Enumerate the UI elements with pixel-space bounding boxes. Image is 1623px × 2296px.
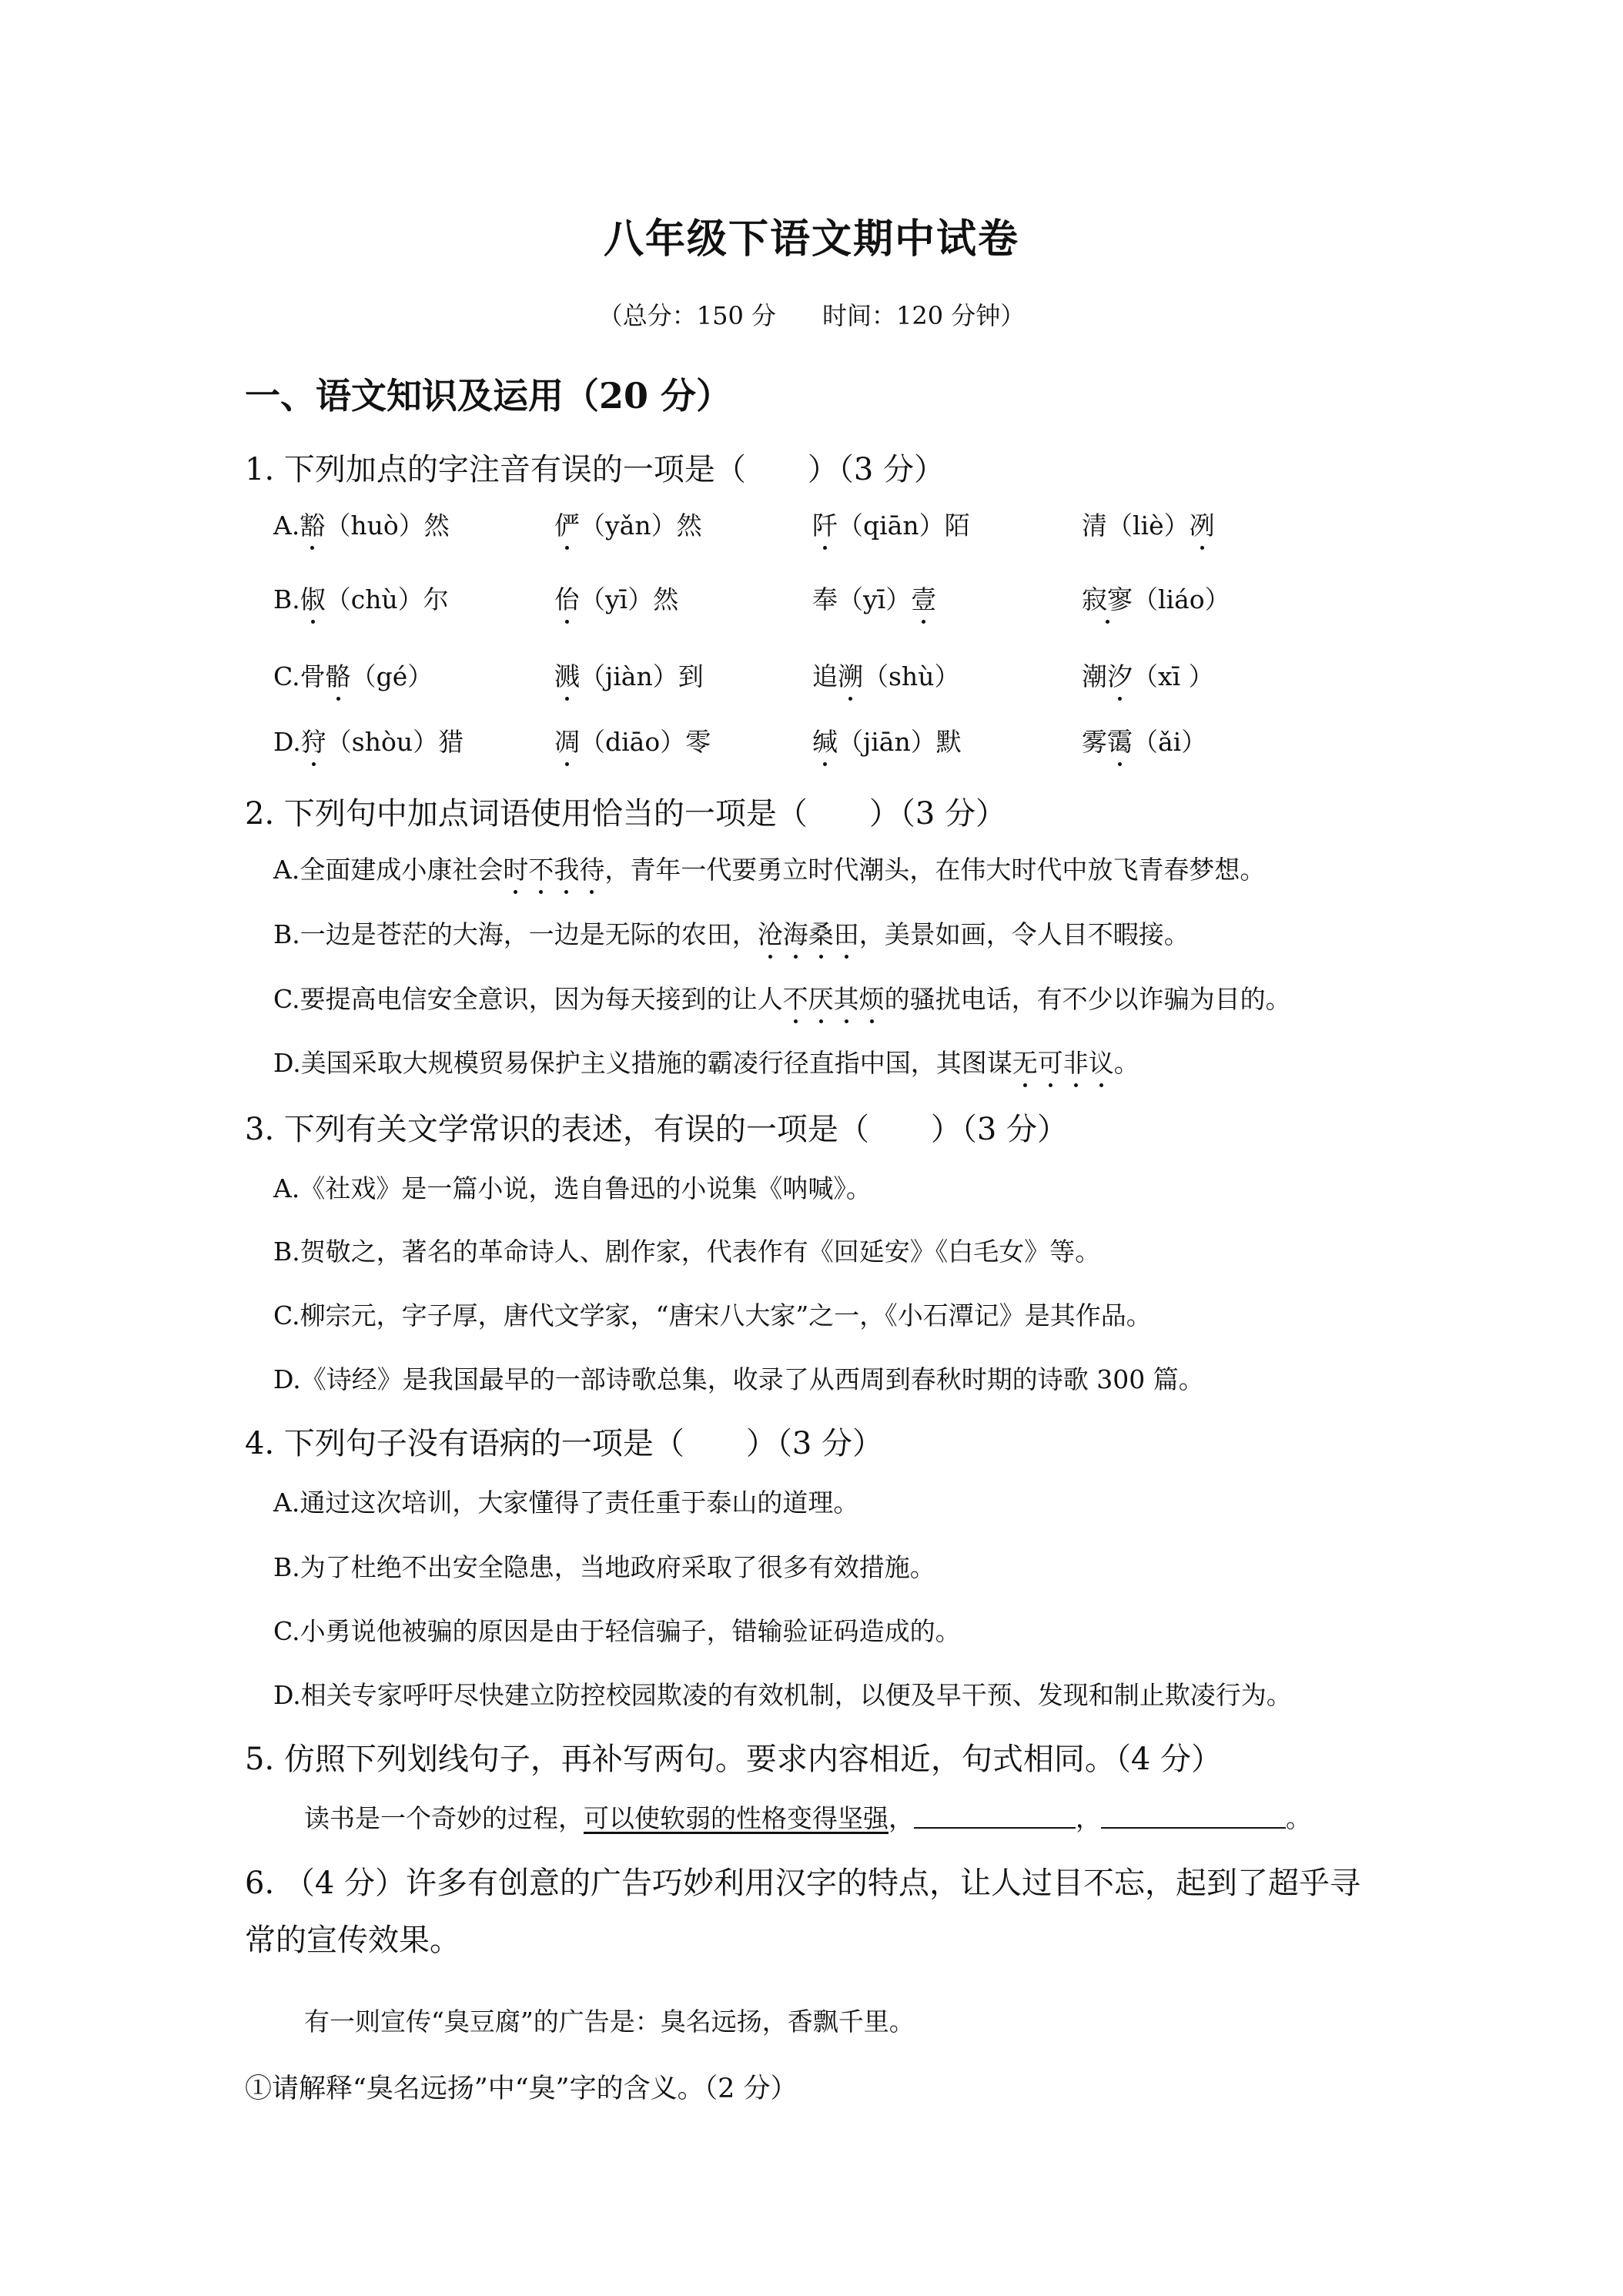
- question-3-option-a: A.《社戏》是一篇小说，选自鲁迅的小说集《呐喊》。: [273, 1173, 872, 1203]
- dotted-char: 不: [528, 850, 554, 886]
- question-2-stem: 2. 下列句中加点词语使用恰当的一项是（ ）（3 分）: [245, 796, 1007, 832]
- question-5-prompt: 读书是一个奇妙的过程，可以使软弱的性格变得坚强， ， 。: [304, 1803, 1311, 1833]
- question-6-sub-1: ①请解释“臭名远扬”中“臭”字的含义。（2 分）: [245, 2073, 798, 2104]
- dotted-char: 桑: [808, 915, 834, 951]
- dotted-char: 海: [783, 915, 808, 951]
- question-1-stem: 1. 下列加点的字注音有误的一项是（ ）（3 分）: [245, 452, 945, 487]
- dotted-char: 厌: [808, 979, 834, 1016]
- section-heading: 一、语文知识及运用（20 分）: [245, 375, 732, 417]
- question-3-stem: 3. 下列有关文学常识的表述，有误的一项是（ ）（3 分）: [245, 1112, 1069, 1147]
- dotted-char: 烦: [859, 979, 885, 1016]
- dotted-char: 我: [554, 850, 579, 886]
- exam-page: 八年级下语文期中试卷 （总分：150 分 时间：120 分钟） 一、语文知识及运用（20 分） 1. 下列加点的字注音有误的一项是（ ）（3 分） A.豁（huò）然 俨（yǎn）然 阡（qiān）陌 清（liè）冽 B.俶（chù）尔 佁（yī）然 奉（yī）壹 寂寥（liáo） C.骨骼（gé） 溅（jiàn）到 追溯（shù） 潮汐（xī ） D.狩（shòu）猎 凋（diāo）零 缄（jiān）默 雾霭（ǎi） 2. 下列句中加点词语使用恰当的一项是（ ）（3 分） A.全面建成小康社会时不我待，青年一代要勇立时代潮头，在伟大时代中放飞青春梦想。 B.一边是苍茫的大海，一边是无际的农田，沧海桑田，美景如画，令人目不暇接。 C.要提高电信安全意识，因为每天接到的让人不厌其烦的骚扰电话，有不少以诈骗为目的。 D.美国采取大规模贸易保护主义措施的霸凌行径直指中国，其图谋无可非议。 3. 下列有关文学常识的表述，有误的一项是（ ）（3 分） A.《社戏》是一篇小说，选自鲁迅的小说集《呐喊》。 B.贺敬之，著名的革命诗人、剧作家，代表作有《回延安》《白毛女》等。 C.柳宗元，字子厚，唐代文学家，“唐宋八大家”之一，《小石潭记》是其作品。 D.《诗经》是我国最早的一部诗歌总集，收录了从西周到春秋时期的诗歌 300 篇。 4. 下列句子没有语病的一项是（ ）（3 分） A.通过这次培训，大家懂得了责任重于泰山的道理。 B.为了杜绝不出安全隐患，当地政府采取了很多有效措施。 C.小勇说他被骗的原因是由于轻信骗子，错输验证码造成的。 D.相关专家呼吁尽快建立防控校园欺凌的有效机制，以便及早干预、发现和制止欺凌行为。 5. 仿照下列划线句子，再补写两句。要求内容相近，句式相同。（4 分） 读书是一个奇妙的过程，可以使软弱的性格变得坚强， ， 。 6. （4 分）许多有创意的广告巧妙利用汉字的特点，让人过目不忘，起到了超乎寻常的宣传效果。 有一则宣传“臭豆腐”的广告是：臭名远扬，香飘千里。 ①请解释“臭名远扬”中“臭”字的含义。（2 分）: [0, 0, 1623, 2296]
- dotted-char: 其: [834, 979, 859, 1016]
- underlined-sentence: 可以使软弱的性格变得坚强: [584, 1803, 888, 1833]
- dotted-char: 可: [1038, 1043, 1063, 1079]
- dotted-char: 待: [579, 850, 604, 886]
- answer-blank-2[interactable]: [1101, 1804, 1286, 1829]
- question-3-option-d: D.《诗经》是我国最早的一部诗歌总集，收录了从西周到春秋时期的诗歌 300 篇。: [273, 1364, 1204, 1394]
- answer-blank-1[interactable]: [914, 1804, 1076, 1829]
- question-4-option-a: A.通过这次培训，大家懂得了责任重于泰山的道理。: [273, 1488, 859, 1518]
- dotted-char: 时: [503, 850, 528, 886]
- total-score: （总分：150 分: [597, 301, 776, 330]
- question-6-ad-text: 有一则宣传“臭豆腐”的广告是：臭名远扬，香飘千里。: [304, 2006, 915, 2037]
- page-title: 八年级下语文期中试卷: [603, 216, 1019, 263]
- question-4-option-d: D.相关专家呼吁尽快建立防控校园欺凌的有效机制，以便及早干预、发现和制止欺凌行为。: [273, 1680, 1292, 1710]
- dotted-char: 非: [1063, 1043, 1089, 1079]
- dotted-term: [758, 919, 859, 949]
- dotted-char: 无: [1012, 1043, 1038, 1079]
- dotted-char: 议: [1089, 1043, 1114, 1079]
- question-5-stem: 5. 仿照下列划线句子，再补写两句。要求内容相近，句式相同。（4 分）: [245, 1742, 1223, 1777]
- exam-meta: [0, 296, 1623, 332]
- question-2-option-a: A.全面建成小康社会时不我待，青年一代要勇立时代潮头，在伟大时代中放飞青春梦想。: [273, 850, 1265, 886]
- question-2-option-d: D.美国采取大规模贸易保护主义措施的霸凌行径直指中国，其图谋无可非议。: [273, 1043, 1139, 1079]
- dotted-term: [503, 855, 604, 885]
- dotted-term: [783, 984, 885, 1014]
- question-4-option-b: B.为了杜绝不出安全隐患，当地政府采取了很多有效措施。: [273, 1552, 935, 1582]
- dotted-char: 沧: [758, 915, 783, 951]
- time-limit: 时间：120 分钟）: [822, 301, 1026, 330]
- question-4-stem: 4. 下列句子没有语病的一项是（ ）（3 分）: [245, 1426, 884, 1461]
- question-3-option-c: C.柳宗元，字子厚，唐代文学家，“唐宋八大家”之一，《小石潭记》是其作品。: [273, 1300, 1152, 1330]
- dotted-char: 不: [783, 979, 808, 1016]
- question-6-stem: 6. （4 分）许多有创意的广告巧妙利用汉字的特点，让人过目不忘，起到了超乎寻常的宣传效果。: [245, 1866, 1361, 1958]
- dotted-char: 田: [834, 915, 859, 951]
- question-2-option-b: B.一边是苍茫的大海，一边是无际的农田，沧海桑田，美景如画，令人目不暇接。: [273, 915, 1190, 951]
- question-3-option-b: B.贺敬之，著名的革命诗人、剧作家，代表作有《回延安》《白毛女》等。: [273, 1237, 1101, 1267]
- question-4-option-c: C.小勇说他被骗的原因是由于轻信骗子，错输验证码造成的。: [273, 1616, 961, 1646]
- question-2-option-c: C.要提高电信安全意识，因为每天接到的让人不厌其烦的骚扰电话，有不少以诈骗为目的。: [273, 979, 1291, 1016]
- dotted-term: [1012, 1048, 1114, 1078]
